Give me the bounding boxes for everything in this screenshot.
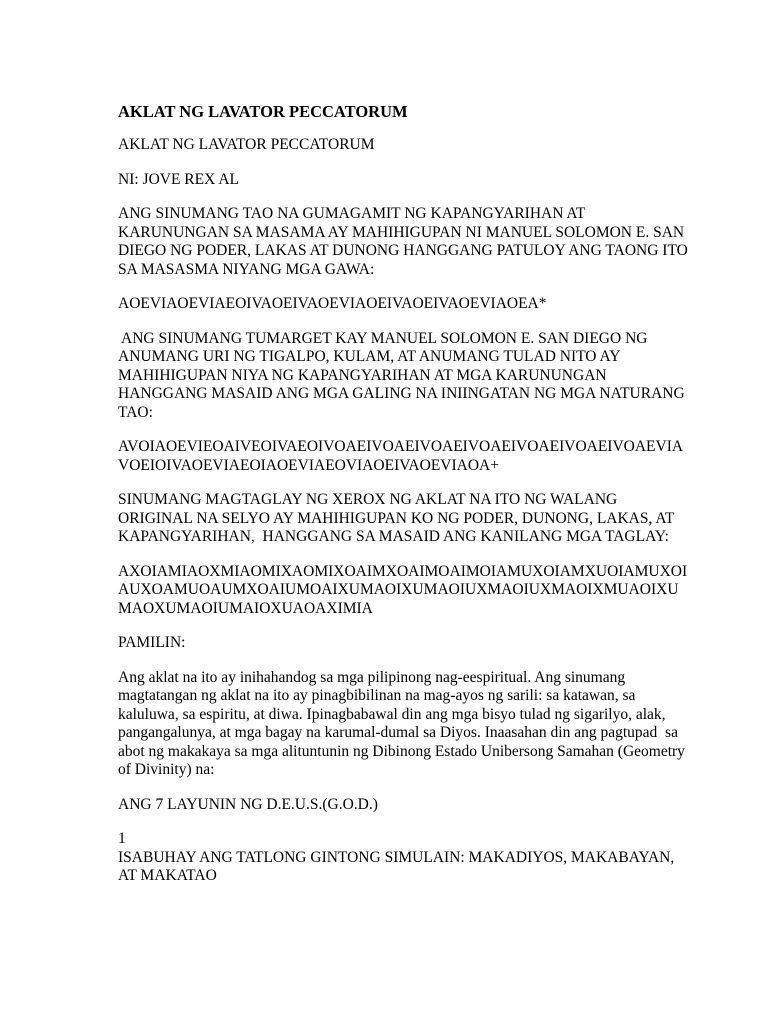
code-line: VOEIOIVAOEVIAEOIAOEVIAEOVIAOEIVAOEVIAOA+ xyxy=(118,456,499,474)
paragraph-line: MAHIHIGUPAN NIYA NG KAPANGYARIHAN AT MGA KARUNUNGAN xyxy=(118,366,607,384)
paragraph-line: abot ng makakaya sa mga alituntunin ng Dibinong Estado Unibersong Samahan (Geometry xyxy=(118,742,685,760)
paragraph-instructions xyxy=(118,668,685,780)
paragraph-line: SA MASASMA NIYANG MGA GAWA: xyxy=(118,260,375,278)
paragraph-power-absorption xyxy=(118,205,688,279)
incantation-code-3 xyxy=(118,562,688,619)
item-line: AT MAKATAO xyxy=(118,867,217,884)
document-title: AKLAT NG LAVATOR PECCATORUM xyxy=(118,102,408,121)
item-line: ISABUHAY ANG TATLONG GINTONG SIMULAIN: MAKADIYOS, MAKABAYAN, xyxy=(118,848,675,866)
code-line: AVOIAOEVIEOAIVEOIVAEOIVOAEIVOAEIVOAEIVOAEIVOAEIVOAEIVOAEVIA xyxy=(118,438,684,455)
layunin-heading: ANG 7 LAYUNIN NG D.E.U.S.(G.O.D.) xyxy=(118,795,378,813)
paragraph-line: SINUMANG MAGTAGLAY NG XEROX NG AKLAT NA ITO NG WALANG xyxy=(118,491,618,508)
paragraph-line: KAPANGYARIHAN, HANGGANG SA MASAID ANG KANILANG MGA TAGLAY: xyxy=(118,528,669,545)
incantation-code-2 xyxy=(118,438,684,475)
paragraph-line: ANUMANG URI NG TIGALPO, KULAM, AT ANUMANG TULAD NITO AY xyxy=(118,348,621,365)
paragraph-line: Ang aklat na ito ay inihahandog sa mga pilipinong nag-eespiritual. Ang sinumang xyxy=(118,668,626,686)
paragraph-line: ANG SINUMANG TAO NA GUMAGAMIT NG KAPANGYARIHAN AT xyxy=(118,205,586,222)
paragraph-line: KARUNUNGAN SA MASAMA AY MAHIHIGUPAN NI MANUEL SOLOMON E. SAN xyxy=(118,223,685,241)
author-line: NI: JOVE REX AL xyxy=(118,170,239,188)
paragraph-line: TAO: xyxy=(118,403,153,421)
paragraph-line: DIEGO NG PODER, LAKAS AT DUNONG HANGGANG PATULOY ANG TAONG ITO xyxy=(118,242,688,259)
paragraph-line: of Divinity) na: xyxy=(118,761,215,778)
paragraph-xerox-warning xyxy=(118,491,675,547)
paragraph-line: pangangalunya, at mga bagay na karumal-dumal sa Diyos. Inaasahan din ang pagtupad sa xyxy=(118,724,678,741)
code-line: MAOXUMAOIUMAIOXUAOAXIMIA xyxy=(118,599,373,617)
incantation-code-1: AOEVIAOEVIAEOIVAOEIVAOEVIAOEIVAOEIVAOEVIAOEA* xyxy=(118,295,547,312)
code-line: AUXOAMUOAUMXOAIUMOAIXUMAOIXUMAOIUXMAOIUXMAOIXMUAOIXU xyxy=(118,581,679,598)
paragraph-line: ANG SINUMANG TUMARGET KAY MANUEL SOLOMON E. SAN DIEGO NG xyxy=(118,329,648,347)
paragraph-line: kaluluwa, sa espiritu, at diwa. Ipinagbabawal din ang mga bisyo tulad ng sigarilyo, alak, xyxy=(118,705,666,723)
paragraph-line: HANGGANG MASAID ANG MGA GALING NA INIINGATAN NG MGA NATURANG xyxy=(118,385,685,402)
paragraph-target-protection xyxy=(118,329,685,423)
document-subtitle: AKLAT NG LAVATOR PECCATORUM xyxy=(118,136,375,153)
code-line: AXOIAMIAOXMIAOMIXAOMIXOAIMXOAIMOAIMOIAMUXOIAMXUOIAMUXOI xyxy=(118,562,688,580)
item-number: 1 xyxy=(118,830,126,847)
document-body xyxy=(118,102,688,886)
paragraph-line: magtatangan ng aklat na ito ay pinagbibilinan na mag-ayos ng sarili: sa katawan, sa xyxy=(118,687,636,704)
pamilin-label: PAMILIN: xyxy=(118,634,186,651)
layunin-item-1 xyxy=(118,848,675,886)
paragraph-line: ORIGINAL NA SELYO AY MAHIHIGUPAN KO NG PODER, DUNONG, LAKAS, AT xyxy=(118,509,675,527)
